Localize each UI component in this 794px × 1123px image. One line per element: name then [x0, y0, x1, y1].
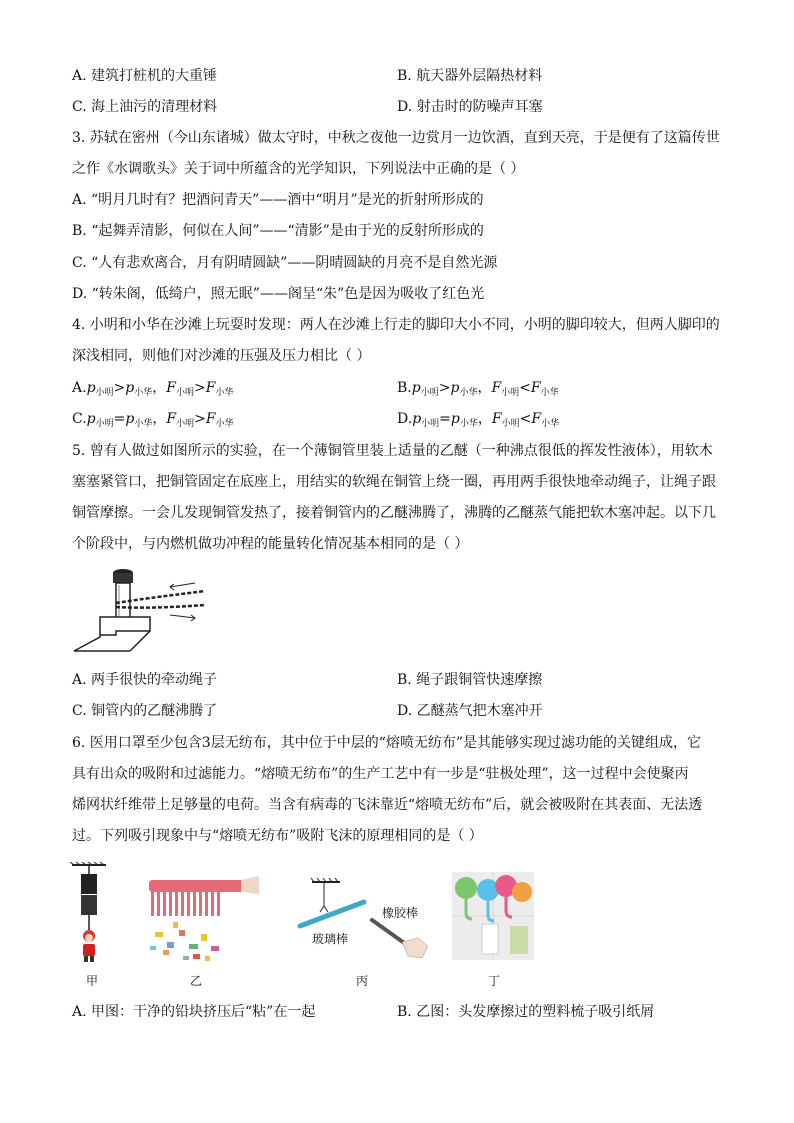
q4-option-a: $A.p_{小明}>p_{小华}$，$F_{小明}>F_{小华}$: [72, 380, 234, 398]
suction-hooks-figure: [452, 872, 534, 960]
q4-stem-line1: 4. 小明和小华在沙滩上玩耍时发现：两人在沙滩上行走的脚印大小不同，小明的脚印较大，但两人脚印的: [72, 317, 720, 333]
q6-stem-line3: 烯网状纤维带上足够量的电荷。当含有病毒的飞沫靠近“熔喷无纺布”后，就会被吸附在其表面、无法透: [72, 797, 703, 813]
q2-option-c: C. 海上油污的清理材料: [72, 99, 218, 115]
q5-stem-line2: 塞塞紧管口，把铜管固定在底座上，用结实的软绳在铜管上绕一圈，再用两手很快地牵动绳子，让绳子跟: [72, 474, 716, 490]
rubber-rod-label: 橡胶棒: [382, 906, 419, 920]
q4-option-b: $B.p_{小明}>p_{小华}$，$F_{小明}<F_{小华}$: [397, 380, 559, 398]
q3-option-c: C. “人有悲欢离合，月有阴晴圆缺”——阴晴圆缺的月亮不是自然光源: [72, 255, 498, 271]
q3-option-b: B. “起舞弄清影，何似在人间”——“清影”是由于光的反射所形成的: [72, 223, 484, 239]
q6-option-a: A. 甲图：干净的铅块挤压后“粘”在一起: [72, 1004, 316, 1020]
q4-option-c: $C.p_{小明}=p_{小华}$，$F_{小明}>F_{小华}$: [72, 411, 234, 429]
q3-stem-line2: 之作《水调歌头》关于词中所蕴含的光学知识，下列说法中正确的是（ ）: [72, 161, 525, 177]
q2-option-d: D. 射击时的防噪声耳塞: [397, 99, 543, 115]
q6-stem-line4: 过。下列吸引现象中与“熔喷无纺布”吸附飞沫的原理相同的是（ ）: [72, 828, 483, 844]
q6-stem-line2: 具有出众的吸附和过滤能力。“熔喷无纺布”的生产工艺中有一步是“驻极处理”，这一过程中会使聚丙: [72, 766, 689, 782]
q5-option-b: B. 绳子跟铜管快速摩擦: [397, 672, 543, 688]
figure-label-jia: 甲: [86, 974, 99, 988]
figure-label-bing: 丙: [356, 974, 369, 988]
q4-stem-line2: 深浅相同，则他们对沙滩的压强及压力相比（ ）: [72, 348, 371, 364]
q2-option-b: B. 航天器外层隔热材料: [397, 68, 543, 84]
q5-option-a: A. 两手很快的牵动绳子: [72, 672, 218, 688]
copper-tube-figure: [70, 565, 210, 660]
q6-stem-line1: 6. 医用口罩至少包含3层无纺布，其中位于中层的“熔喷无纺布”是其能够实现过滤功能的关键组成，它: [72, 735, 702, 751]
q5-stem-line4: 个阶段中，与内燃机做功冲程的能量转化情况基本相同的是（ ）: [72, 536, 469, 552]
q3-option-a: A. “明月几时有？把酒问青天”——酒中“明月”是光的折射所形成的: [72, 192, 484, 208]
q5-option-d: D. 乙醚蒸气把木塞冲开: [397, 703, 543, 719]
q3-option-d: D. “转朱阁，低绮户，照无眠”——阁呈“朱”色是因为吸收了红色光: [72, 286, 485, 302]
q5-option-c: C. 铜管内的乙醚沸腾了: [72, 703, 218, 719]
q5-stem-line3: 铜管摩擦。一会儿发现铜管发热了，接着铜管内的乙醚沸腾了，沸腾的乙醚蒸气能把软木塞冲起。以下几: [72, 505, 716, 521]
lead-blocks-figure: [70, 862, 110, 968]
q6-option-b: B. 乙图：头发摩擦过的塑料梳子吸引纸屑: [397, 1004, 655, 1020]
q4-option-d: $D.p_{小明}=p_{小华}$，$F_{小明}<F_{小华}$: [397, 411, 560, 429]
figure-label-ding: 丁: [488, 974, 501, 988]
q5-stem-line1: 5. 曾有人做过如图所示的实验，在一个薄铜管里装上适量的乙醚（一种沸点很低的挥发性液体），用软木: [72, 443, 713, 459]
glass-rod-label: 玻璃棒: [312, 932, 349, 946]
figure-label-yi: 乙: [190, 974, 203, 988]
q3-stem-line1: 3. 苏轼在密州（今山东诸城）做太守时，中秋之夜他一边赏月一边饮酒，直到天亮，于是便有了这篇传世: [72, 130, 720, 146]
glass-rubber-rod-figure: [292, 876, 432, 966]
q2-option-a: A. 建筑打桩机的大重锤: [72, 68, 218, 84]
comb-paper-figure: [145, 872, 260, 967]
